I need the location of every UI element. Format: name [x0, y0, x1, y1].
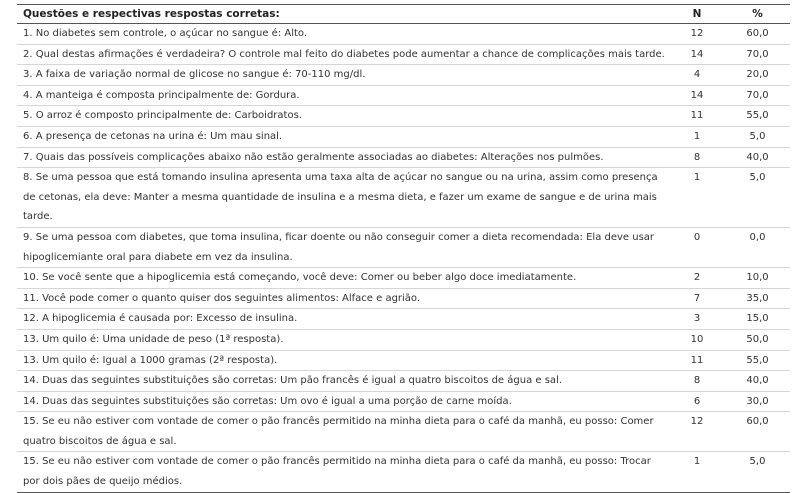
table-row — [17, 452, 790, 492]
question-column-header: Questões e respectivas respostas corretas: — [23, 8, 280, 20]
question-cell: 2. Qual destas afirmações é verdadeira? O controle mal feito do diabetes pode aumentar a chance de complicações mais tarde. — [23, 48, 665, 60]
percent-cell: 60,0 — [746, 28, 769, 39]
results-table — [17, 4, 790, 493]
question-cell: 5. O arroz é composto principalmente de: Carboidratos. — [23, 110, 302, 122]
table-row — [17, 126, 790, 147]
n-column-header: N — [692, 8, 702, 20]
n-cell: 2 — [693, 272, 701, 284]
question-cell: 11. Você pode comer o quanto quiser dos seguintes alimentos: Alface e agrião. — [23, 292, 421, 304]
question-cell: 13. Um quilo é: Igual a 1000 gramas (2ª resposta). — [23, 354, 278, 366]
n-cell: 14 — [690, 48, 704, 60]
n-cell: 11 — [690, 354, 704, 366]
percent-cell: 70,0 — [746, 48, 769, 60]
n-cell: 12 — [690, 28, 704, 39]
n-cell: 10 — [690, 333, 704, 345]
percent-cell: 35,0 — [746, 292, 769, 304]
question-cell: 14. Duas das seguintes substituições são corretas: Um pão francês é igual a quatro biscoitos de água e sal. — [23, 375, 563, 387]
n-cell: 8 — [693, 375, 701, 387]
question-cell: 14. Duas das seguintes substituições são corretas: Um ovo é igual a uma porção de carne moída. — [23, 395, 512, 407]
percent-cell: 70,0 — [746, 89, 769, 101]
n-cell: 11 — [690, 110, 704, 122]
percent-cell: 5,0 — [749, 456, 766, 468]
percent-cell: 50,0 — [746, 333, 769, 345]
table-row — [17, 147, 790, 168]
question-cell: 13. Um quilo é: Uma unidade de peso (1ª resposta). — [23, 333, 284, 345]
percent-cell: 30,0 — [746, 395, 769, 407]
table-row — [17, 391, 790, 412]
question-cell: 7. Quais das possíveis complicações abaixo não estão geralmente associadas ao diabetes: Alterações nos pulmões. — [23, 151, 604, 163]
table-row — [17, 65, 790, 86]
n-cell: 1 — [693, 130, 701, 142]
n-cell: 6 — [693, 395, 701, 407]
n-cell: 7 — [693, 292, 701, 304]
question-cell: 10. Se você sente que a hipoglicemia está começando, você deve: Comer ou beber algo doce imediatamente. — [23, 272, 577, 284]
table-row — [17, 412, 790, 452]
question-cell: 8. Se uma pessoa que está tomando insulina apresenta uma taxa alta de açúcar no sangue ou na urina, assim como presença de cetonas, ela deve: Manter a mesma quantidade de insulina e a mesma dieta, e fazer um exame de sangue e de urina mais tarde. — [23, 172, 658, 223]
table-row — [17, 329, 790, 350]
question-cell: 1. No diabetes sem controle, o açúcar no sangue é: Alto. — [23, 28, 308, 39]
question-cell: 12. A hipoglicemia é causada por: Excesso de insulina. — [23, 313, 298, 325]
table-row — [17, 309, 790, 330]
table-row — [17, 106, 790, 127]
question-cell: 15. Se eu não estiver com vontade de comer o pão francês permitido na minha dieta para o café da manhã, eu posso: Comer quatro biscoitos de água e sal. — [23, 416, 654, 447]
table-row — [17, 44, 790, 65]
n-cell: 14 — [690, 89, 704, 101]
table-row — [17, 371, 790, 392]
percent-cell: 40,0 — [746, 375, 769, 387]
n-cell: 0 — [693, 231, 701, 243]
table-row — [17, 24, 790, 45]
n-cell: 4 — [693, 69, 701, 81]
percent-cell: 15,0 — [746, 313, 769, 325]
n-cell: 12 — [690, 416, 704, 428]
percent-cell: 5,0 — [749, 130, 766, 142]
table-row — [17, 350, 790, 371]
percent-column-header: % — [752, 8, 763, 20]
n-cell: 3 — [693, 313, 701, 325]
question-cell: 9. Se uma pessoa com diabetes, que toma insulina, ficar doente ou não conseguir comer a dieta recomendada: Ela deve usar hipoglicemiante oral para diabete em vez da insulina. — [23, 231, 655, 263]
percent-cell: 20,0 — [746, 69, 769, 81]
n-cell: 1 — [693, 456, 701, 468]
table-row — [17, 227, 790, 267]
table-row — [17, 288, 790, 309]
question-cell: 4. A manteiga é composta principalmente de: Gordura. — [23, 89, 300, 101]
table-row — [17, 268, 790, 289]
percent-cell: 10,0 — [746, 272, 769, 284]
question-cell: 6. A presença de cetonas na urina é: Um mau sinal. — [23, 130, 283, 142]
percent-cell: 55,0 — [746, 354, 769, 366]
table-row — [17, 85, 790, 106]
question-cell: 3. A faixa de variação normal de glicose no sangue é: 70-110 mg/dl. — [23, 69, 366, 81]
n-cell: 8 — [693, 151, 701, 163]
percent-cell: 40,0 — [746, 151, 769, 163]
percent-cell: 55,0 — [746, 110, 769, 122]
header-row — [17, 5, 790, 24]
question-cell: 15. Se eu não estiver com vontade de comer o pão francês permitido na minha dieta para o café da manhã, eu posso: Trocar por dois pães de queijo médios. — [23, 456, 651, 488]
n-cell: 1 — [693, 172, 701, 184]
percent-cell: 5,0 — [749, 172, 766, 184]
table-row — [17, 168, 790, 228]
percent-cell: 0,0 — [749, 231, 766, 243]
percent-cell: 60,0 — [746, 416, 769, 428]
